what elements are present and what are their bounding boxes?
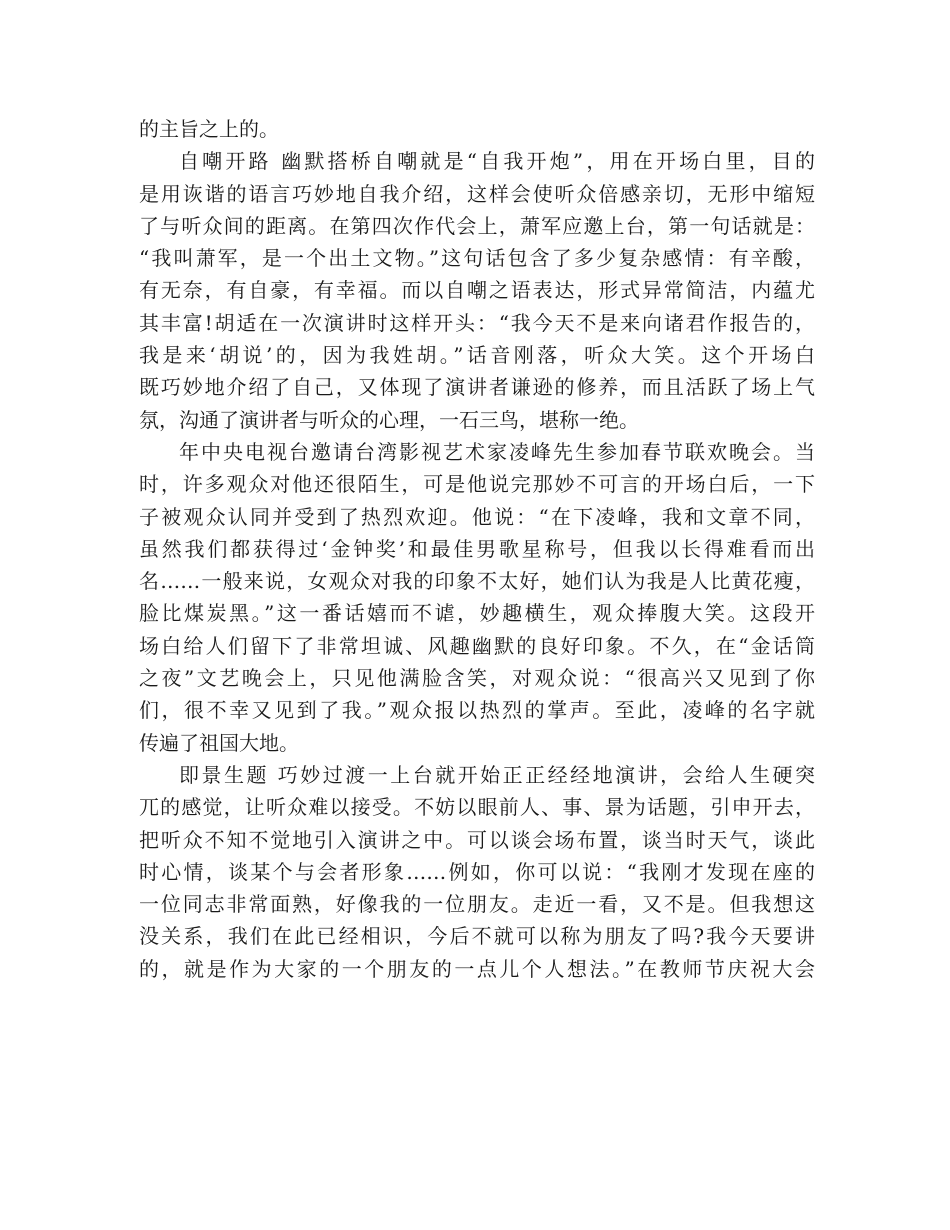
text-line: 没关系，我们在此已经相识，今后不就可以称为朋友了吗?我今天要讲 <box>139 924 815 949</box>
text-line: “我叫萧军，是一个出土文物。”这句话包含了多少复杂感情：有辛酸， <box>139 246 815 271</box>
text-line: 时，许多观众对他还很陌生，可是他说完那妙不可言的开场白后，一下 <box>139 472 815 497</box>
text-line: 我是来‘胡说’的，因为我姓胡。”话音刚落，听众大笑。这个开场白 <box>139 343 815 368</box>
text-line: 场白给人们留下了非常坦诚、风趣幽默的良好印象。不久，在“金话筒 <box>139 633 815 658</box>
paragraph-first-line: 年中央电视台邀请台湾影视艺术家凌峰先生参加春节联欢晚会。当 <box>179 439 815 464</box>
text-line: 之夜”文艺晚会上，只见他满脸含笑，对观众说：“很高兴又见到了你 <box>139 666 815 691</box>
text-line: 的，就是作为大家的一个朋友的一点儿个人想法。”在教师节庆祝大会 <box>139 956 815 981</box>
text-line: 们，很不幸又见到了我。”观众报以热烈的掌声。至此，凌峰的名字就 <box>139 698 815 723</box>
text-line: 名……一般来说，女观众对我的印象不太好，她们认为我是人比黄花瘦， <box>139 569 815 594</box>
text-line: 把听众不知不觉地引入演讲之中。可以谈会场布置，谈当时天气，谈此 <box>139 827 815 852</box>
text-line: 既巧妙地介绍了自己，又体现了演讲者谦逊的修养，而且活跃了场上气 <box>139 375 815 400</box>
text-line: 其丰富!胡适在一次演讲时这样开头：“我今天不是来向诸君作报告的， <box>139 310 815 335</box>
text-line: 时心情，谈某个与会者形象……例如，你可以说：“我刚才发现在座的 <box>139 859 815 884</box>
text-line: 氛，沟通了演讲者与听众的心理，一石三鸟，堪称一绝。 <box>139 407 639 432</box>
paragraph-first-line: 即景生题 巧妙过渡一上台就开始正正经经地演讲，会给人生硬突 <box>179 762 815 787</box>
text-line: 传遍了祖国大地。 <box>139 730 299 755</box>
text-line: 兀的感觉，让听众难以接受。不妨以眼前人、事、景为话题，引申开去， <box>139 795 815 820</box>
text-line: 虽然我们都获得过‘金钟奖’和最佳男歌星称号，但我以长得难看而出 <box>139 536 815 561</box>
text-line: 有无奈，有自豪，有幸福。而以自嘲之语表达，形式异常简洁，内蕴尤 <box>139 278 815 303</box>
text-line: 了与听众间的距离。在第四次作代会上，萧军应邀上台，第一句话就是： <box>139 213 815 238</box>
text-line: 子被观众认同并受到了热烈欢迎。他说：“在下凌峰，我和文章不同， <box>139 504 815 529</box>
paragraph-first-line: 自嘲开路 幽默搭桥自嘲就是“自我开炮”，用在开场白里，目的 <box>179 149 815 174</box>
text-line: 的主旨之上的。 <box>139 117 279 141</box>
text-line: 脸比煤炭黑。”这一番话嬉而不谑，妙趣横生，观众捧腹大笑。这段开 <box>139 601 815 626</box>
text-line: 一位同志非常面熟，好像我的一位朋友。走近一看，又不是。但我想这 <box>139 892 815 917</box>
body-text <box>139 113 815 985</box>
text-line: 是用诙谐的语言巧妙地自我介绍，这样会使听众倍感亲切，无形中缩短 <box>139 181 815 206</box>
